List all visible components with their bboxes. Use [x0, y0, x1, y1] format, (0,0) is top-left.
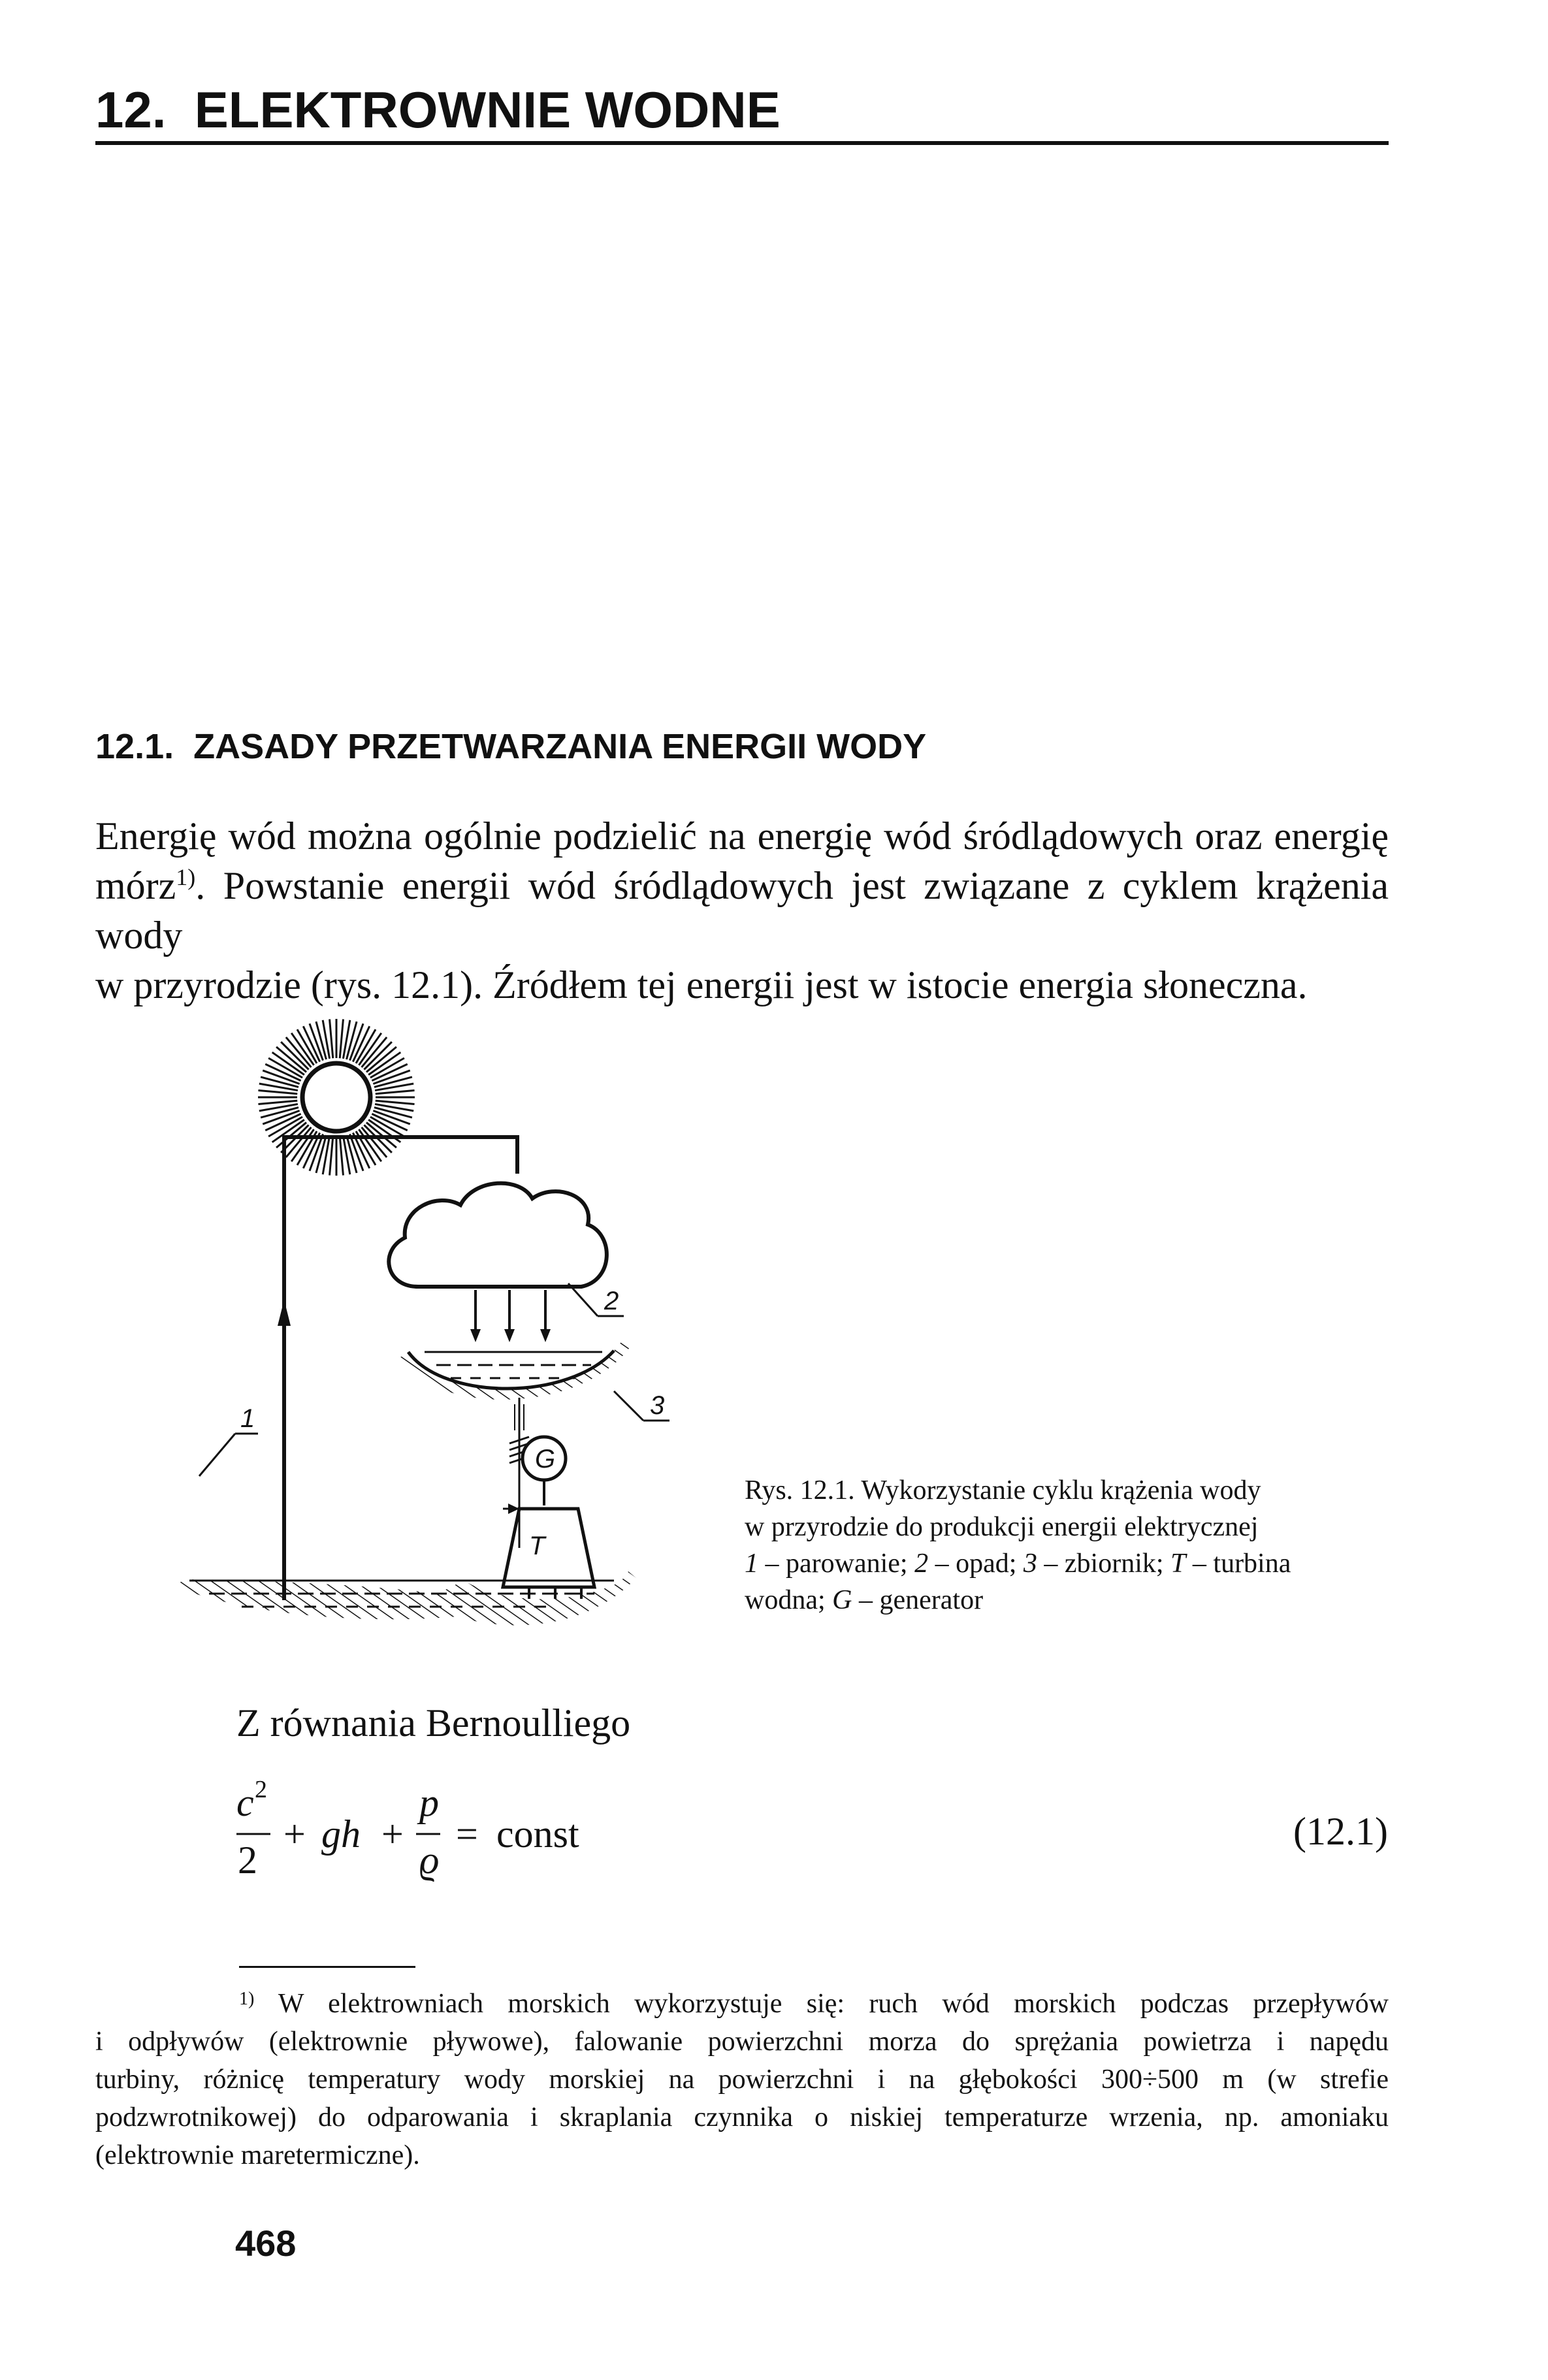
- eq-plus-1: +: [283, 1812, 306, 1856]
- intro-line-2-start: mórz: [95, 864, 176, 907]
- turbine-icon: [503, 1509, 594, 1587]
- bernoulli-intro: Z równania Bernoulliego: [236, 1701, 631, 1745]
- eq-gh: gh: [321, 1812, 361, 1856]
- caption-legend: [745, 1545, 1391, 1582]
- label-G: G: [535, 1445, 556, 1473]
- intro-line-2-end: . Powstanie energii wód śródlądowych jest związane z cyklem krążenia wody: [95, 864, 1389, 957]
- eq-denominator: 2: [238, 1839, 257, 1882]
- footnote-line-4: podzwrotnikowej) do odparowania i skraplania czynnika o niskiej temperaturze wrzenia, np. amoniaku: [95, 2102, 1389, 2132]
- figure-caption: [745, 1472, 1391, 1618]
- intro-line-3: w przyrodzie (rys. 12.1). Źródłem tej energii jest w istocie energia słoneczna.: [95, 963, 1308, 1006]
- bernoulli-equation: [230, 1775, 1393, 1899]
- caption-line-4-end: – generator: [852, 1585, 984, 1615]
- eq-equals: =: [456, 1812, 478, 1856]
- caption-line-2: w przyrodzie do produkcji energii elektrycznej: [745, 1512, 1259, 1542]
- cloud-icon: [389, 1183, 607, 1287]
- chapter-rule: [95, 141, 1389, 145]
- eq-rho: ϱ: [419, 1839, 440, 1882]
- precipitation-arrows: [476, 1290, 545, 1336]
- caption-line-4: [745, 1582, 1391, 1618]
- footnote-line-2: i odpływów (elektrownie pływowe), falowanie powierzchni morza do sprężania powietrza i napędu: [95, 2027, 1389, 2057]
- footnote-line-1-text: W elektrowniach morskich wykorzystuje się: ruch wód morskich podczas przepływów: [254, 1989, 1389, 2019]
- caption-line-4-start: wodna;: [745, 1585, 833, 1615]
- legend-key-2: 2: [914, 1549, 929, 1579]
- footnote-rule: [239, 1966, 415, 1968]
- label-1: 1: [240, 1404, 255, 1433]
- intro-line-1: Energię wód można ogólnie podzielić na energię wód śródlądowych oraz energię: [95, 814, 1389, 858]
- legend-key-3: 3: [1023, 1549, 1037, 1579]
- footnote-line-5: (elektrownie maretermiczne).: [95, 2140, 420, 2170]
- footnote-line-3: turbiny, różnicę temperatury wody morskiej na powierzchni i na głębokości 300÷500 m (w strefie: [95, 2065, 1389, 2095]
- label-2: 2: [604, 1287, 619, 1315]
- eq-p: p: [419, 1781, 439, 1824]
- section-heading: 12.1. ZASADY PRZETWARZANIA ENERGII WODY: [95, 727, 927, 766]
- eq-c: c: [236, 1781, 254, 1824]
- footnote: [95, 1980, 1389, 2174]
- eq-plus-2: +: [381, 1812, 404, 1856]
- footnote-ref: 1): [176, 864, 196, 890]
- legend-text-3: – zbiornik;: [1037, 1549, 1171, 1579]
- water-cycle-figure: [163, 1012, 732, 1646]
- equation-number: (12.1): [1293, 1810, 1388, 1853]
- legend-text-1: – parowanie;: [758, 1549, 915, 1579]
- reservoir-water: [425, 1352, 602, 1378]
- water-cycle-diagram: [163, 1012, 732, 1646]
- reservoir-bank: [398, 1339, 630, 1400]
- legend-key-1: 1: [745, 1549, 758, 1579]
- legend-key-G: G: [832, 1585, 852, 1615]
- evaporation-arrow: [278, 1300, 291, 1326]
- legend-text-2: – opad;: [928, 1549, 1024, 1579]
- eq-const: const: [496, 1812, 579, 1856]
- caption-line-1: Rys. 12.1. Wykorzystanie cyklu krążenia wody: [745, 1475, 1261, 1505]
- label-3: 3: [650, 1391, 665, 1420]
- legend-text-T: – turbina: [1185, 1549, 1291, 1579]
- footnote-line-1: [95, 1980, 1389, 2023]
- intro-paragraph: [95, 811, 1389, 1010]
- chapter-heading: 12. ELEKTROWNIE WODNE: [95, 81, 781, 138]
- equation-formula: [230, 1775, 948, 1899]
- sun-disc: [302, 1063, 370, 1131]
- page-number: 468: [235, 2223, 297, 2264]
- legend-key-T: T: [1170, 1549, 1186, 1579]
- intro-line-2: [95, 861, 1389, 960]
- eq-exponent: 2: [255, 1776, 267, 1803]
- label-T: T: [529, 1532, 545, 1560]
- footnote-marker: 1): [239, 1989, 255, 2009]
